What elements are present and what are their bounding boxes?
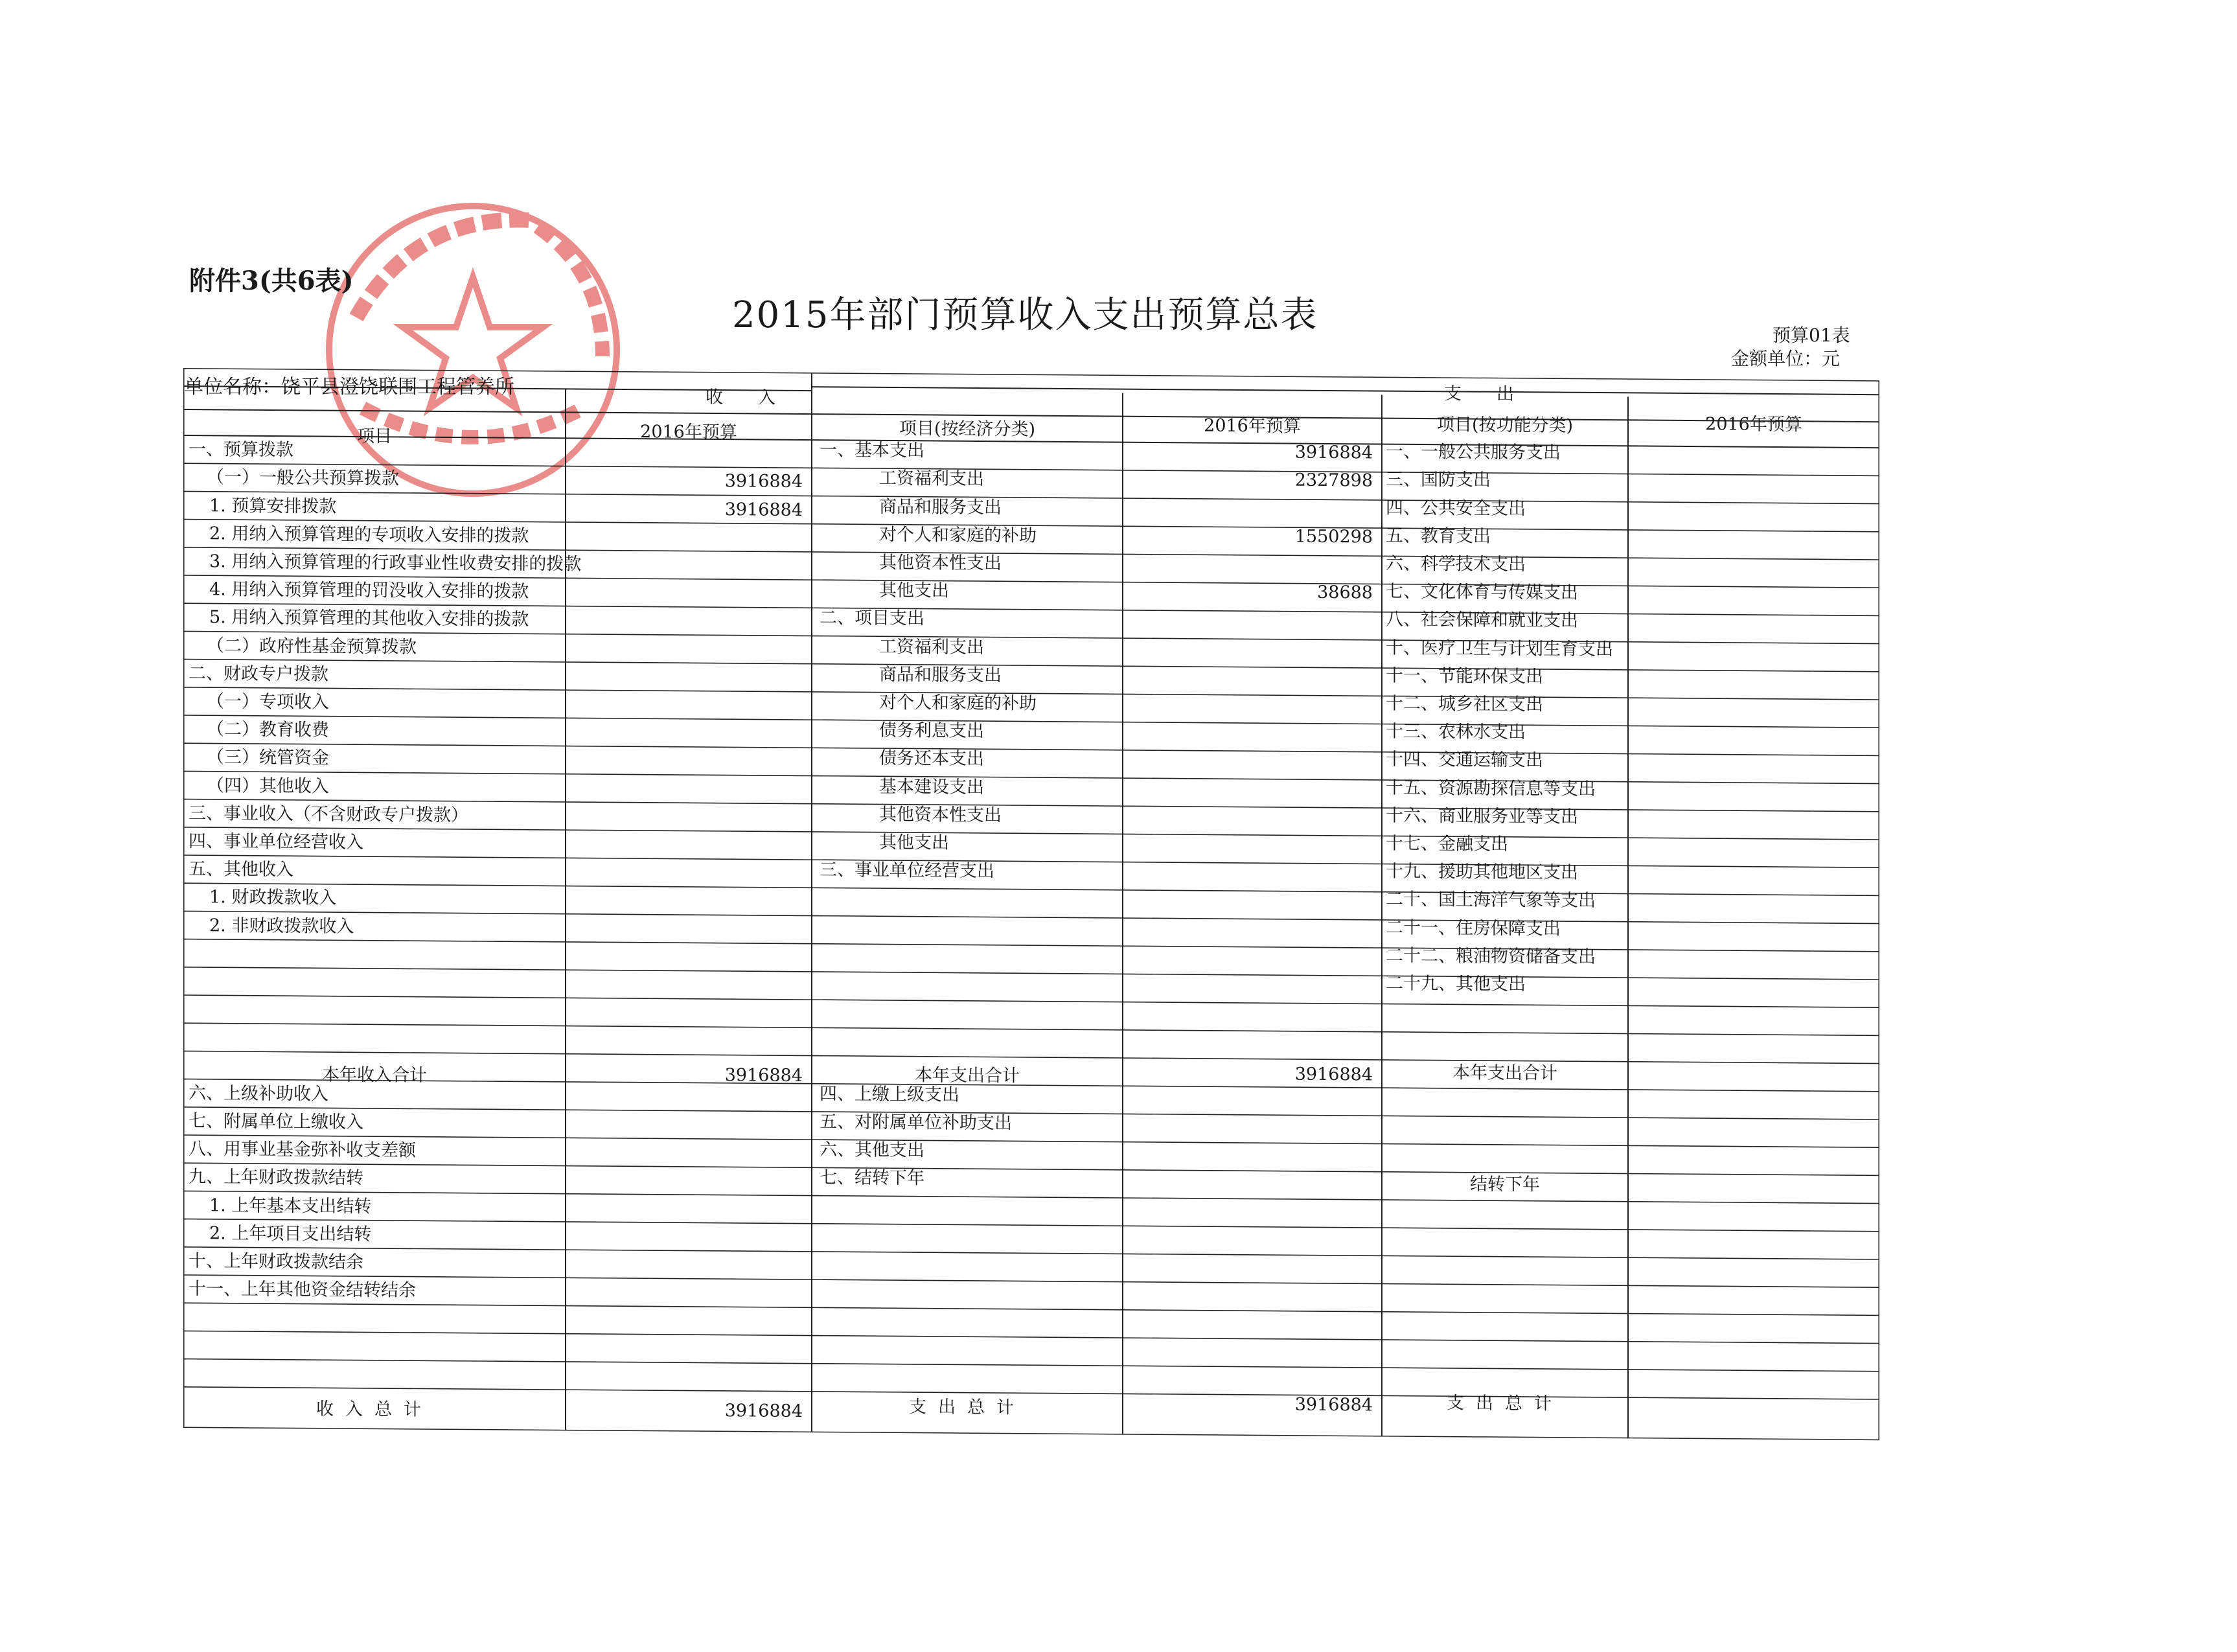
func-row-label: 四、公共安全支出	[1386, 498, 1526, 519]
row-rule	[183, 1331, 1879, 1343]
lower-econ-row-label: 五、对附属单位补助支出	[820, 1112, 1012, 1134]
income-row-label: 三、事业收入（不含财政专户拨款）	[189, 803, 468, 825]
lower-income-row-label: 七、附属单位上缴收入	[189, 1110, 363, 1132]
econ-row-label: 二、项目支出	[820, 608, 924, 629]
income-row-label: 5. 用纳入预算管理的其他收入安排的拨款	[209, 607, 529, 630]
income-row-value	[566, 553, 803, 577]
income-row-value: 3916884	[724, 499, 803, 520]
row-rule	[183, 1051, 1879, 1063]
table-border-bottom	[183, 1428, 1879, 1440]
lower-econ-row-label: 四、上缴上级支出	[820, 1083, 959, 1105]
income-subtotal-label: 本年收入合计	[322, 1064, 427, 1086]
income-row-label: 四、事业单位经营收入	[189, 831, 363, 853]
econ-row-value: 2327898	[1294, 470, 1373, 491]
unit-name: 单位名称：饶平县澄饶联围工程管养所	[184, 376, 514, 398]
row-rule	[183, 1303, 1879, 1315]
attachment-label: 附件3(共6表)	[189, 266, 354, 296]
income-row-value	[566, 665, 803, 689]
func-row-label: 十、医疗卫生与计划生育支出	[1386, 637, 1613, 660]
income-grand-total-value: 3916884	[724, 1400, 803, 1421]
income-row-value	[566, 441, 803, 465]
income-budget-header: 2016年预算	[640, 421, 737, 442]
econ-row-value	[1123, 496, 1373, 520]
func-row-label: 二十、国土海洋气象等支出	[1386, 889, 1596, 912]
income-row-value	[566, 721, 803, 745]
econ-row-label: 其他支出	[879, 832, 949, 853]
func-row-label: 五、教育支出	[1386, 525, 1491, 547]
econ-row-label: 对个人和家庭的补助	[879, 692, 1037, 714]
income-row-value	[566, 581, 803, 605]
income-row-value	[566, 525, 803, 549]
func-item-header: 项目(按功能分类)	[1436, 414, 1574, 436]
func-row-label: 七、文化体育与传媒支出	[1386, 581, 1578, 603]
func-row-label: 十一、节能环保支出	[1386, 665, 1543, 687]
income-row-label: 1. 财政拨款收入	[209, 887, 337, 909]
income-row-label: 4. 用纳入预算管理的罚没收入安排的拨款	[209, 579, 529, 602]
econ-row-value	[1123, 608, 1373, 632]
econ-row-label: 一、基本支出	[820, 440, 924, 461]
func-budget-header: 2016年预算	[1705, 413, 1802, 435]
econ-budget-header: 2016年预算	[1204, 415, 1301, 437]
amount-unit: 金额单位：元	[1731, 348, 1841, 369]
row-rule	[183, 995, 1879, 1007]
econ-row-value	[1123, 748, 1373, 772]
econ-row-label: 工资福利支出	[879, 468, 984, 490]
econ-row-label: 工资福利支出	[879, 636, 984, 658]
income-row-label: （一）一般公共预算拨款	[207, 467, 399, 489]
econ-row-label: 债务还本支出	[879, 748, 984, 770]
func-row-label: 二十九、其他支出	[1386, 973, 1526, 995]
func-carry-forward-label: 结转下年	[1470, 1174, 1540, 1195]
func-subtotal-label: 本年支出合计	[1452, 1062, 1557, 1084]
income-row-label: 2. 非财政拨款收入	[209, 915, 354, 937]
econ-row-value	[1123, 636, 1373, 660]
income-row-label: 1. 预算安排拨款	[209, 495, 337, 517]
lower-income-row-label: 六、上级补助收入	[189, 1083, 328, 1105]
income-row-label: 二、财政专户拨款	[189, 663, 328, 685]
income-grand-total-label: 收入总计	[316, 1399, 433, 1420]
income-row-label: （三）统管资金	[207, 747, 329, 768]
econ-subtotal-label: 本年支出合计	[915, 1064, 1020, 1086]
expense-group-header: 支 出	[1444, 383, 1514, 404]
econ-row-value: 1550298	[1294, 526, 1373, 547]
econ-row-label: 其他资本性支出	[879, 804, 1002, 825]
page-title: 2015年部门预算收入支出预算总表	[732, 294, 1318, 336]
func-row-label: 一、一般公共服务支出	[1386, 441, 1561, 463]
func-row-label: 十四、交通运输支出	[1386, 749, 1543, 771]
econ-row-value	[1123, 692, 1373, 716]
func-row-label: 二十一、住房保障支出	[1386, 917, 1561, 939]
func-row-label: 十五、资源勘探信息等支出	[1386, 777, 1596, 799]
func-row-label: 十九、援助其他地区支出	[1386, 861, 1578, 883]
income-row-label: 一、预算拨款	[189, 439, 293, 461]
income-row-value	[566, 805, 803, 829]
lower-econ-row-label: 七、结转下年	[820, 1167, 924, 1189]
econ-row-label: 债务利息支出	[879, 720, 984, 742]
row-rule	[183, 1359, 1879, 1371]
lower-income-row-label: 九、上年财政拨款结转	[189, 1167, 363, 1189]
income-row-value	[566, 637, 803, 661]
econ-row-label: 基本建设支出	[879, 776, 984, 797]
income-row-label: （一）专项收入	[207, 691, 329, 713]
lower-income-row-label: 十一、上年其他资金结转结余	[189, 1279, 416, 1301]
econ-row-value: 38688	[1317, 582, 1373, 603]
econ-row-value	[1123, 832, 1373, 856]
econ-row-value	[1123, 552, 1373, 576]
income-row-value	[566, 777, 803, 801]
econ-row-value	[1123, 664, 1373, 688]
budget-table	[183, 368, 1879, 1440]
func-row-label: 八、社会保障和就业支出	[1386, 609, 1578, 632]
lower-income-row-label: 十、上年财政拨款结余	[189, 1250, 363, 1272]
func-row-label: 六、科学技术支出	[1386, 553, 1526, 575]
lower-econ-row-label: 六、其他支出	[820, 1140, 924, 1161]
lower-income-row-label: 2. 上年项目支出结转	[209, 1222, 372, 1245]
func-row-label: 十二、城乡社区支出	[1386, 693, 1543, 715]
income-row-value	[566, 889, 803, 913]
econ-row-label: 商品和服务支出	[879, 664, 1002, 685]
income-row-value	[566, 609, 803, 633]
func-row-label: 十三、农林水支出	[1386, 721, 1526, 743]
income-row-label: （二）政府性基金预算拨款	[207, 635, 417, 658]
econ-row-label: 其他支出	[879, 580, 949, 601]
income-row-label: （二）教育收费	[207, 719, 329, 740]
income-row-value	[566, 693, 803, 717]
income-row-label: 3. 用纳入预算管理的行政事业性收费安排的拨款	[209, 551, 582, 575]
lower-income-row-label: 八、用事业基金弥补收支差额	[189, 1139, 416, 1161]
income-row-label: 2. 用纳入预算管理的专项收入安排的拨款	[209, 523, 529, 546]
expense-grand-total-label: 支出总计	[909, 1396, 1026, 1418]
econ-row-value	[1123, 720, 1373, 744]
income-row-value	[566, 833, 803, 857]
func-row-label: 二十二、粮油物资储备支出	[1386, 945, 1596, 967]
income-row-value	[566, 749, 803, 773]
income-row-value: 3916884	[724, 471, 803, 492]
econ-row-value	[1123, 804, 1373, 828]
econ-row-label: 商品和服务支出	[879, 496, 1002, 518]
income-subtotal-value: 3916884	[724, 1064, 803, 1086]
econ-row-value	[1123, 776, 1373, 800]
econ-item-header: 项目(按经济分类)	[899, 418, 1036, 440]
form-number: 预算01表	[1772, 325, 1850, 346]
econ-row-value: 3916884	[1294, 442, 1373, 463]
row-rule	[183, 1023, 1879, 1035]
income-row-value	[566, 917, 803, 941]
func-grand-total-label: 支出总计	[1447, 1392, 1563, 1414]
income-row-label: 五、其他收入	[189, 859, 293, 880]
econ-row-label: 其他资本性支出	[879, 552, 1002, 574]
econ-row-label: 对个人和家庭的补助	[879, 524, 1037, 546]
income-group-header: 收 入	[706, 387, 775, 408]
func-row-label: 十七、金融支出	[1386, 833, 1508, 855]
income-item-header: 项目	[357, 426, 392, 446]
func-row-label: 十六、商业服务业等支出	[1386, 805, 1578, 827]
income-row-label: （四）其他收入	[207, 775, 329, 797]
econ-row-value	[1123, 860, 1373, 884]
expense-grand-total-value: 3916884	[1294, 1394, 1373, 1415]
econ-subtotal-value: 3916884	[1294, 1064, 1373, 1084]
income-row-value	[566, 861, 803, 885]
lower-income-row-label: 1. 上年基本支出结转	[209, 1195, 372, 1217]
func-row-label: 三、国防支出	[1386, 469, 1491, 491]
econ-row-label: 三、事业单位经营支出	[820, 860, 994, 882]
table-border-top	[183, 368, 1879, 380]
